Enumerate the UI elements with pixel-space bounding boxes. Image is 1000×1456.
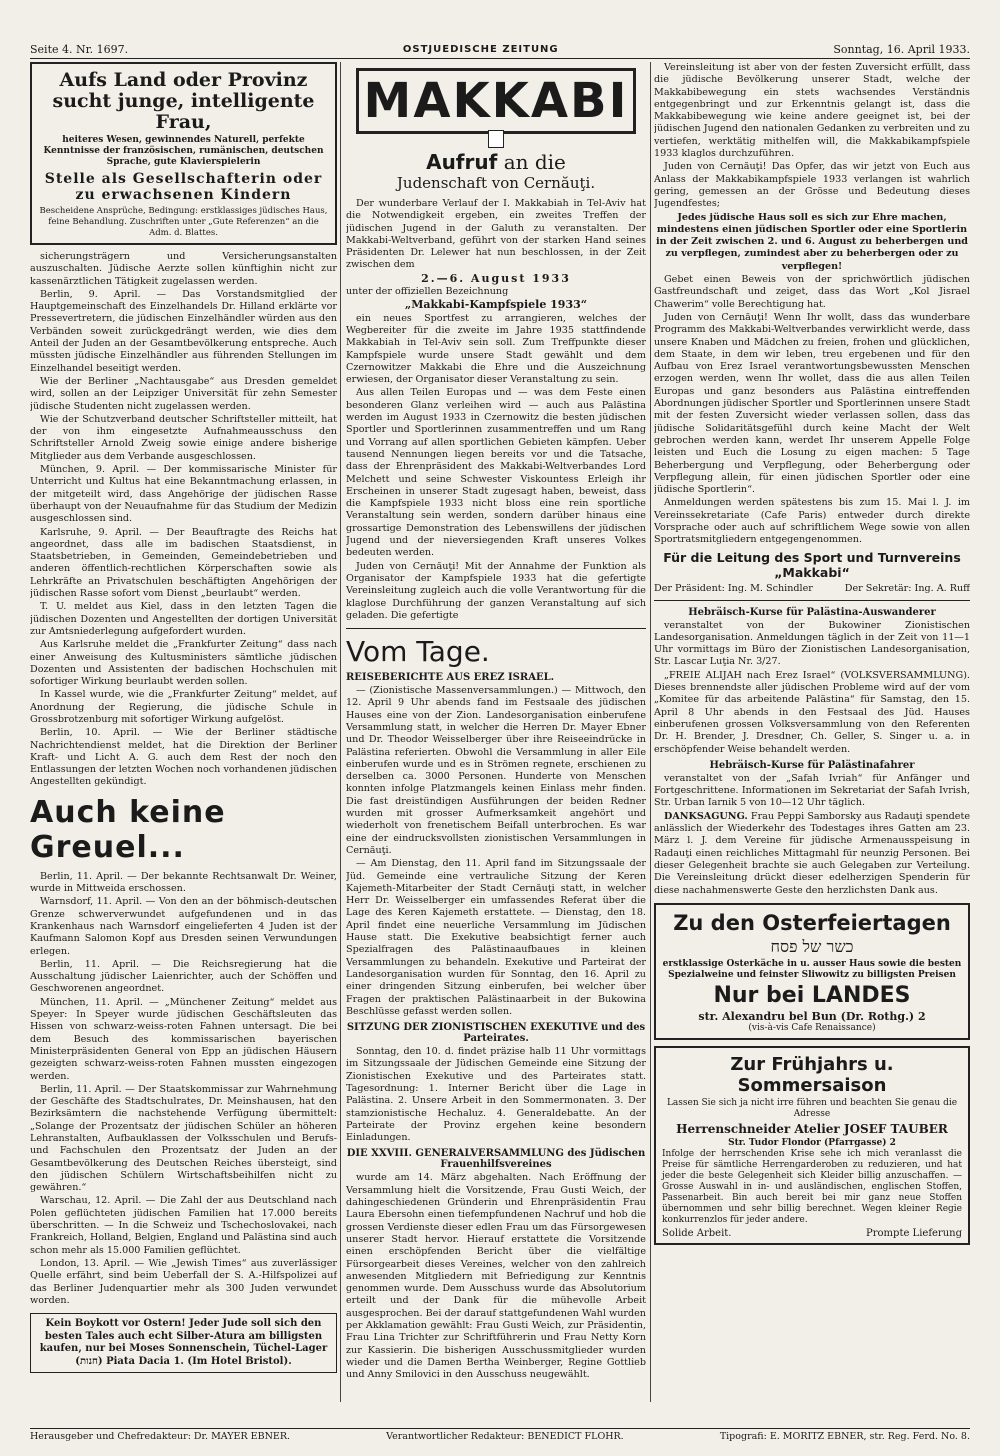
news-paragraph: In Kassel wurde, wie die „Frankfurter Zeitung“ meldet, auf Anordnung der Regierung, die jüdische Schule in Grossbrotzenburg mit sofortiger Wirkung aufgelöst.	[30, 689, 337, 725]
page-number: Seite 4. Nr. 1697.	[30, 42, 129, 56]
makkabi-paragraph: Juden von Cernăuţi! Mit der Annahme der Funktion als Organisator der Kampfspiele 1933 hat die gefertigte Vereinsleitung zugleich auch die volle Verantwortung für die klaglose Durchführung der ganzen Veranstaltung auf sich geladen. Die gefertigte	[346, 560, 646, 621]
signature-title: Für die Leitung des Sport und Turnvereins „Makkabi“	[663, 549, 961, 580]
makkabi-event-name: „Makkabi-Kampfspiele 1933“	[404, 298, 588, 312]
column-left	[30, 62, 337, 1379]
reise-paragraph: — Am Dienstag, den 11. April fand im Sitzungssaale der Jüd. Gemeinde eine vertrauliche Sitzung der Keren Kajemeth-Mitarbeiter der Stadt Cernăuţi statt, in welcher Herr Dr. Weisselberger ein umfassendes Referat über die Lage des Keren Kajemeth erstattete. — Dienstag, den 18. April findet eine neuerliche Versammlung im Jüdischen Hause statt. Die Exekutive beabsichtigt ferner auch Spezialfragen des Palästinaaufbaues in kleinen Versammlungen zu behandeln. Exekutive und Parteirat der Landesorganisation wurden für Sonntag, den 16. April zu einer dringenden Sitzung einberufen, bei welcher über Fragen der praktischen Palästinaarbeit in der Bukowina Beschlüsse gefasst werden sollen.	[346, 858, 646, 1017]
section-divider	[346, 628, 646, 629]
makkabi-appeal: Jedes jüdische Haus soll es sich zur Ehre machen, mindestens einen jüdischen Sportler oder eine Sportlerin in der Zeit zwischen 2. und 6. August zu beherbergen und zu verpflegen, zumindest aber zu beherbergen oder zu verpflegen!	[655, 211, 969, 272]
reise-paragraph: — (Zionistische Massenversammlungen.) — Mittwoch, den 12. April 9 Uhr abends fand im Festsaale des jüdischen Hauses eine von der Zion. Landesorganisation einberufene Versammlung statt, in welcher die Herren Dr. Mayer Ebner und Dr. Theodor Weisselberger über ihre Reiseeindrücke in Palästina referierten. Obwohl die Versammlung in aller Eile einberufen wurde und es in Strömen regnete, erschienen zu derselben ca. 3000 Personen. Hunderte von Menschen konnten infolge Platzmangels keinen Einlass mehr finden. Die fast dreistündigen Ausführungen der beiden Redner wurden mit grosser Aufmerksamkeit angehört und wiederholt von frenetischem Beifall unterbrochen. Es war eine der eindrucksvollsten zionistischen Versammlungen in Cernăuţi.	[346, 685, 646, 856]
ad-land-title: Aufs Land oder Provinz sucht junge, intelligente Frau,	[52, 69, 315, 133]
ad-land-stelle: Stelle als Gesellschafterin oder zu erwachsenen Kindern	[44, 171, 323, 203]
hebr1-paragraph: veranstaltet von der Bukowiner Zionistischen Landesorganisation. Anmeldungen täglich in der Zeit von 11—1 Uhr vormittags im Büro der Zionistischen Landesorganisation, Str. Lascar Luţia Nr. 3/27.	[654, 619, 970, 668]
ad-oster-address: str. Alexandru bel Bun (Dr. Rothg.) 2	[698, 1009, 926, 1023]
makkabi-paragraph: unter der offiziellen Bezeichnung	[346, 286, 509, 298]
issue-date: Sonntag, 16. April 1933.	[833, 42, 970, 56]
news-paragraph: Berlin, 10. April. — Wie der Berliner städtische Nachrichtendienst meldet, hat die Direktion der Berliner Kraft- und Licht A. G. auch dem Rest der noch den Entlassungen der letzten Wochen noch vorhandenen jüdischen Angestellten gekündigt.	[30, 727, 337, 788]
makkabi-paragraph: Aus allen Teilen Europas und — was dem Feste einen besonderen Glanz verleihen wird — auch aus Palästina werden im August 1933 in Czernowitz die besten jüdischen Sportler und Sportlerinnen zusammentreffen und um Rang und Vorrang auf allen sportlichen Gebieten kämpfen. Ueber tausend Nennungen liegen bereits vor und die Tatsache, dass der Ehrenpräsident des Makkabi-Weltverbandes Lord Melchett und seine Schwester Viskountess Erleigh ihr Erscheinen in unserer Stadt zugesagt haben, beweist, dass die Kampfspiele 1933 nicht bloss eine rein sportliche Veranstaltung sein werden, sondern darüber hinaus eine grossartige Demonstration des Lebenswillens der jüdischen Jugend und der nieversiegenden Kraft unseres Volkes bedeuten werden.	[346, 387, 646, 559]
hebr2-paragraph: veranstaltet von der „Safah Ivriah“ für Anfänger und Fortgeschrittene. Informationen im Sekretariat der Safah Ivrish, Str. Urban Iarnik 5 von 10—12 Uhr täglich.	[654, 772, 970, 809]
news-paragraph: München, 9. April. — Der kommissarische Minister für Unterricht und Kultus hat eine Bekanntmachung erlassen, in der mitgeteilt wird, dass Angehörige der jüdischen Rasse überhaupt von der Neuaufnahme für das Studium der Medizin ausgeschlossen sind.	[30, 464, 337, 525]
aufruf-heading	[346, 150, 646, 174]
publisher: Herausgeber und Chefredakteur: Dr. MAYER EBNER.	[30, 1431, 290, 1442]
ad-boykott	[30, 1313, 337, 1373]
news-paragraph: sicherungsträgern und Versicherungsanstalten auszuschalten. Jüdische Aerzte sollen künftighin nicht zur kassenärztlichen Tätigkeit zugelassen werden.	[30, 251, 337, 287]
makkabi-crest-icon	[488, 130, 504, 148]
ad-fruehjahr-text: Infolge der herrschenden Krise sehe ich mich veranlasst die Preise für sämtliche Herrengarderoben zu reduzieren, und hat jeder die beste Gelegenheit sich Kleider billig anzuschaffen. — Grosse Auswahl in in- und ausländischen, englischen Stoffen, Passenarbeit. Bin auch bereit bei mir ganz neue Stoffen übernommen und sehr billig berechnet. Wegen kleiner Regie konkurrenzlos für jeder andere.	[662, 1148, 962, 1225]
alijah-paragraph: „FREIE ALIJAH nach Erez Israel“ (VOLKSVERSAMMLUNG). Dieses brennendste aller jüdischen Probleme wird auf der vom „Komitee für das arbeitende Palästina“ für Samstag, den 15. April 8 Uhr abends in den Festsaal des Jüd. Hauses einberufenen grossen Volksversammlung von den Referenten Dr. H. Brender, J. Dresdner, Ch. Geller, S. Singer u. a. in erschöpfender Weise behandelt werden.	[654, 669, 970, 755]
hebr2-heading: Hebräisch-Kurse für Palästinafahrer	[709, 759, 915, 771]
ad-oster-title: Zu den Osterfeiertagen	[673, 910, 951, 935]
ad-land	[30, 62, 337, 245]
column-divider	[650, 62, 651, 1402]
aufruf-rest: an die	[503, 150, 566, 174]
secretary: Der Sekretär: Ing. A. Ruff	[844, 582, 970, 594]
news-paragraph: Wie der Berliner „Nachtausgabe“ aus Dresden gemeldet wird, sollen an der Leipziger Universität für zehn Semester jüdische Studenten nicht zugelassen werden.	[30, 375, 337, 412]
gv-paragraph: wurde am 14. März abgehalten. Nach Eröffnung der Versammlung hielt die Vorsitzende, Frau Gusti Weich, der dahingeschiedenen Gründerin und Ehrenpräsidentin Frau Laura Ebersohn einen tiefempfundenen Nachruf und hob die grossen Verdienste dieser edlen Frau um das Fürsorgewesen unserer Stadt hervor. Hierauf erstattete die Vorsitzende einen erschöpfenden Bericht über die vielfältige Fürsorgearbeit dieses Vereines, welcher von den zahlreich anwesenden Mitgliedern mit Befriedigung zur Kenntnis genommen wurde. Dem Ausschuss wurde das Absolutorium erteilt und der Dank für die mühevolle Arbeit ausgesprochen. Bei der darauf stattgefundenen Wahl wurden per Akklamation gewählt: Frau Gusti Weich, zur Präsidentin, Frau Lina Trichter zur Schriftführerin und Frau Netty Korn zur Kassierin. Die bisherigen Ausschussmitglieder wurden wieder und die Damen Bertha Weinberger, Regine Gottlieb und Anny Smilovici in den Ausschuss neugewählt.	[346, 1172, 646, 1381]
ad-land-desc: heiteres Wesen, gewinnendes Naturell, perfekte Kenntnisse der französischen, rumänischen, deutschen Sprache, gute Klavierspielerin	[43, 135, 324, 167]
ad-fruehjahr	[654, 1046, 970, 1245]
ad-prompt: Prompte Lieferung	[866, 1227, 962, 1239]
gv-heading: DIE XXVIII. GENERALVERSAMMLUNG des Jüdischen Frauenhilfsvereines	[346, 1148, 646, 1171]
ad-oster-line: erstklassige Osterkäche in u. ausser Haus sowie die besten Spezialweine und feinster Sliwowitz zu billigsten Preisen	[662, 958, 962, 980]
printer: Tipografi: E. MORITZ EBNER, str. Reg. Ferd. No. 8.	[719, 1431, 970, 1442]
ad-land-terms: Bescheidene Ansprüche, Bedingung: erstklassiges jüdisches Haus, feine Behandlung. Zuschriften unter „Gute Referenzen“ an die Adm. d. Blattes.	[39, 206, 328, 238]
makkabi-continued: Juden von Cernăuţi! Das Opfer, das wir jetzt von Euch aus Anlass der Makkabikampfspiele 1933 verlangen ist wahrlich gering, gemessen an der Grösse und Bedeutung dieses Jugendfestes;	[654, 161, 970, 210]
ad-fruehjahr-lead: Lassen Sie sich ja nicht irre führen und beachten Sie genau die Adresse	[666, 1097, 958, 1119]
news-paragraph: London, 13. April. — Wie „Jewish Times“ aus zuverlässiger Quelle erfährt, sind beim Ueberfall der S. A.-Hilfspolizei auf das Berliner Judenquartier mehr als 300 Juden verwundet worden.	[30, 1257, 337, 1306]
makkabi-continued: Gebet einen Beweis von der sprichwörtlich jüdischen Gastfreundschaft und zeiget, dass das Wort „Kol Jisrael Chawerim“ volle Berechtigung hat.	[654, 274, 970, 310]
ad-fruehjahr-shop: Herrenschneider Atelier JOSEF TAUBER	[676, 1121, 948, 1136]
makkabi-continued: Juden von Cernăuţi! Wenn Ihr wollt, dass das wunderbare Programm des Makkabi-Weltverbandes verwirklicht werde, dass unsere Knaben und Mädchen zu freien, frohen und glücklichen, dem Staate, in dem wir leben, treu ergebenen und für den Aufbau von Erez Israel verantwortungsbewussten Menschen erzogen werden, wenn Ihr wollet, dass die aus allen Teilen Europas und ganz besonders aus Palästina eintreffenden Abordnungen jüdischer Sportler und Sportlerinnen unsere Stadt mit der festen Zuversicht wieder verlassen sollen, dass das jüdische Solidaritätsgefühl durch keine Macht der Welt gebrochen werden kann, werdet Ihr unserem Appelle Folge leisten und Euch die Losung zu eigen machen: 5 Tage Beherbergung und Verpflegung, oder Beherbergung oder Verpflegung allein, für einen jüdischen Sportler oder eine jüdische Sportlerin“.	[654, 311, 970, 496]
heading-greuel: Auch keine Greuel...	[30, 794, 226, 865]
signatures	[654, 583, 970, 594]
column-right	[654, 62, 970, 1251]
news-paragraph: T. U. meldet aus Kiel, dass in den letzten Tagen die jüdischen Dozenten und Angestellten der dortigen Universität zur Amtsniederlegung aufgefordert wurden.	[30, 601, 337, 637]
president: Der Präsident: Ing. M. Schindler	[654, 582, 813, 594]
makkabi-paragraph: Der wunderbare Verlauf der I. Makkabiah in Tel-Aviv hat die Notwendigkeit ergeben, ein zweites Treffen der jüdischen Jugend in der Galuth zu veranstalten. Der Makkabi-Weltverband, geführt von der starken Hand seines Präsidenten Dr. Lelewer hat nun beschlossen, in der Zeit zwischen dem	[346, 198, 646, 271]
news-paragraph: Aus Karlsruhe meldet die „Frankfurter Zeitung“ dass nach einer Anweisung des Kultusministers sämtliche jüdischen Dozenten und Assistenten der badischen Hochschulen mit sofortiger Wirkung beurlaubt werden sollen.	[30, 639, 337, 688]
news-paragraph: Berlin, 11. April. — Der Staatskommissar zur Wahrnehmung der Geschäfte des Stadtschulrates, Dr. Meinshausen, hat den Bezirksämtern die nachstehende Verfügung übermittelt: „Solange der Prozentsatz der jüdischen Schüler an höheren Lehranstalten, Aufbauklassen der Volksschulen und Berufs- und Fachschulen den Prozentsatz der Juden an der Gesamtbevölkerung des Deutschen Reiches übersteigt, sind den jüdischen Schülern Wirtschaftsbeihilfen nicht zu gewähren.“	[30, 1083, 337, 1194]
imprint-footer	[30, 1428, 970, 1445]
news-paragraph: Warnsdorf, 11. April. — Von den an der böhmisch-deutschen Grenze schwerverwundet aufgefundenen und in das Krankenhaus nach Warnsdorf eingelieferten 4 Juden ist der Kaufmann Salomon Kopf aus Dresden seinen Verwundungen erlegen.	[30, 896, 337, 957]
ad-fruehjahr-footer	[662, 1228, 962, 1239]
ad-solid: Solide Arbeit.	[662, 1227, 732, 1239]
dank-text: Frau Peppi Samborsky aus Radauţi spendete anlässlich der Wiederkehr des Todestages ihres Gatten am 23. März l. J. dem Vereine für jüdische Armenausspeisung in Radauţi einen reichliches Mittagmahl für neunzig Personen. Bei dieser Gelegenheit brachte sie auch Gelegaben zur Verteilung. Die Vereinsleitung drückt dieser edelherzigen Spenderin für diese nachahmenswerte Geste den herzlichsten Dank aus.	[654, 810, 970, 896]
news-paragraph: Berlin, 11. April. — Die Reichsregierung hat die Ausschaltung jüdischer Laienrichter, auch der Schöffen und Geschworenen angeordnet.	[30, 958, 337, 995]
news-paragraph: Warschau, 12. April. — Die Zahl der aus Deutschland nach Polen geflüchteten jüdischen Familien hat 17.000 bereits überschritten. — In die Schweiz und Tschechoslovakei, nach Frankreich, Holland, Belgien, England und Palästina sind auch schon mehr als 15.000 Familien geflüchtet.	[30, 1195, 337, 1256]
makkabi-continued: Vereinsleitung ist aber von der festen Zuversicht erfüllt, dass die jüdische Bevölkerung unserer Stadt, welche der Makkabibewegung ein stets wachsendes Verständnis entgegenbringt und zur Erkenntnis gelangt ist, dass die Makkabibewegung wie keine andere geeignet ist, bei der jüdischen Jugend den nationalen Gedanken zu verbreiten und zu vertiefen, werktätig mithelfen will, die Makkabikampfspiele 1933 klaglos durchzuführen.	[654, 62, 970, 160]
column-middle	[346, 62, 646, 1383]
makkabi-title: MAKKABI	[356, 68, 636, 134]
news-paragraph: Berlin, 9. April. — Das Vorstandsmitglied der Hauptgemeinschaft des Einzelhandels Dr. Hilland erklärte vor Pressevertretern, die jüdischen Einzelhändler würden aus den Verbänden soweit zurückgedrängt werden, wie dies dem Anteil der Juden an der Gesamtbevölkerung entspreche. Auch müssten jüdische Einzelhändler aus führenden Stellungen im Einzelhandel beseitigt werden.	[30, 288, 337, 374]
sitzung-paragraph: Sonntag, den 10. d. findet präzise halb 11 Uhr vormittags im Sitzungssaale der Jüdischen Gemeinde eine Sitzung der Zionistischen Exekutive und des Parteirates statt. Tagesordnung: 1. Interner Bericht über die Lage in Palästina. 2. Unsere Arbeit in den Sommermonaten. 3. Der stamzionistische Hechaluz. 4. Generaldebatte. An der Parteirate der Provinz ergehen keine besondern Einladungen.	[346, 1046, 646, 1144]
dank-paragraph	[654, 811, 970, 897]
ad-oster-address2: (vis-à-vis Cafe Renaissance)	[748, 1022, 876, 1033]
sitzung-heading: SITZUNG DER ZIONISTISCHEN EXEKUTIVE und des Parteirates.	[346, 1022, 646, 1045]
aufruf-word: Aufruf	[426, 150, 498, 174]
section-divider	[654, 600, 970, 601]
ad-fruehjahr-title: Zur Frühjahrs u. Sommersaison	[730, 1053, 894, 1096]
column-divider	[340, 62, 341, 1402]
newspaper-title: OSTJUEDISCHE ZEITUNG	[402, 43, 559, 55]
ad-boykott-text: Kein Boykott vor Ostern! Jeder Jude soll sich den besten Tales auch echt Silber-Atura am billigsten kaufen, nur bei Moses Sonnenschein, Tüchel-Lager (חנות) Piata Dacia 1. (Im Hotel Bristol).	[39, 1318, 328, 1367]
makkabi-continued: Anmeldungen werden spätestens bis zum 15. Mai l. J. im Vereinssekretariate (Cafe Paris) entweder durch direkte Vorsprache oder auch auf schriftlichem Wege sowie von allen Sportratsmitgliedern entgegengenommen.	[654, 497, 970, 546]
editor: Verantwortlicher Redakteur: BENEDICT FLOHR.	[386, 1431, 624, 1442]
reise-heading: REISEBERICHTE AUS EREZ ISRAEL.	[346, 672, 555, 684]
ad-fruehjahr-street: Str. Tudor Flondor (Pfarrgasse) 2	[728, 1137, 896, 1148]
ad-oster-hebrew: כשר של פסח	[770, 936, 854, 956]
ad-oster-only: Nur bei LANDES	[713, 982, 911, 1008]
news-block-1	[30, 251, 337, 789]
hebr1-heading: Hebräisch-Kurse für Palästina-Auswanderer	[688, 606, 936, 618]
news-paragraph: Berlin, 11. April. — Der bekannte Rechtsanwalt Dr. Weiner, wurde in Mittweida erschossen.	[30, 870, 337, 895]
makkabi-paragraph: ein neues Sportfest zu arrangieren, welches der Wegbereiter für die zweite im Jahre 1935 stattfindende Makkabiah in Tel-Aviv sein soll. Zum Treffpunkte dieser Kampfspiele wurde unsere Stadt gewählt und dem Czernowitzer Makkabi die Ehre und die Auszeichnung erwiesen, der Organisator dieser Veranstaltung zu sein.	[346, 312, 646, 386]
makkabi-dates: 2.—6. August 1933	[421, 271, 571, 285]
news-paragraph: Karlsruhe, 9. April. — Der Beauftragte des Reichs hat angeordnet, dass alle im badischen Staatsdienst, in Staatsbetrieben, in Gemeinden, Gemeindebetrieben und anderen öffentlich-rechtlichen Körperschaften sowie als Lehrkräfte an Privatschulen beschäftigten Angehörigen der jüdischen Rasse sofort vom Dienst „beurlaubt“ werden.	[30, 526, 337, 600]
dank-heading: DANKSAGUNG.	[664, 810, 748, 822]
ad-oster	[654, 903, 970, 1040]
masthead	[30, 40, 970, 59]
news-block-2	[30, 871, 337, 1307]
news-paragraph: Wie der Schutzverband deutscher Schriftsteller mitteilt, hat der von ihm eingesetzte Aufnahmeausschuss den Schriftsteller Arnold Zweig sowie einige andere bisherige Mitglieder aus dem Verbande ausgeschlossen.	[30, 413, 337, 462]
news-paragraph: München, 11. April. — „Münchener Zeitung“ meldet aus Speyer: In Speyer wurde jüdischen Geschäftsleuten das Hissen von schwarz-weiss-roten Fahnen untersagt. Die bei dem Besuch des kommissarischen bayerischen Ministerpräsidenten General von Epp an jüdischen Häusern gezeigten schwarz-weiss-roten Fahnen mussten eingezogen werden.	[30, 996, 337, 1082]
aufruf-subheading: Judenschaft von Cernăuţi.	[396, 174, 596, 192]
heading-vom-tage: Vom Tage.	[346, 635, 490, 669]
